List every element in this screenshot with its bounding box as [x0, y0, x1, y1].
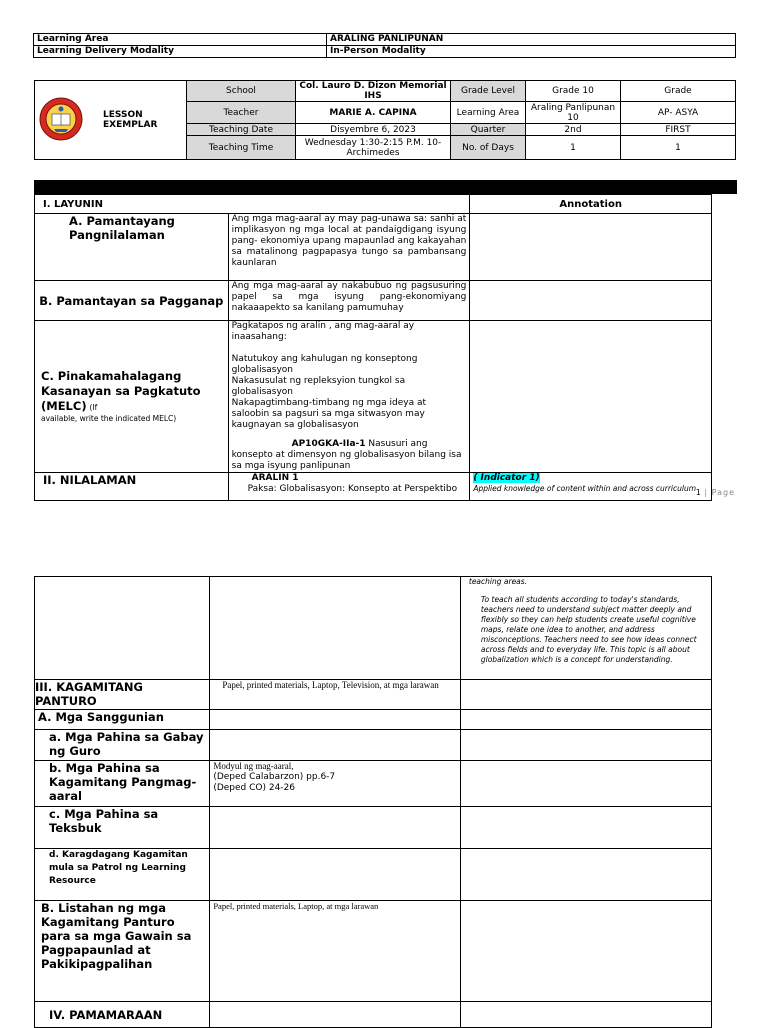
- melc-label: C. Pinakamahalagang Kasanayan sa Pagkatuto (MELC): [41, 368, 201, 413]
- melc-label-cell: [35, 321, 229, 473]
- school-label: School: [187, 81, 296, 102]
- melc-code-text: Nasusuri ang konsepto at dimensyon ng globalisasyon bilang isa sa mga isyung panlipunan: [231, 439, 462, 471]
- learning-area-label-2: Learning Area: [451, 102, 526, 124]
- time-value: Wednesday 1:30-2:15 P.M. 10-Archimedes: [296, 136, 451, 160]
- materials-table: [34, 576, 712, 1028]
- modality-label: Learning Delivery Modality: [34, 46, 327, 58]
- quarter-label: Quarter: [451, 124, 526, 136]
- annotation-cell-c: [470, 321, 712, 473]
- annotation-continuation: [460, 577, 711, 680]
- annotation-cell-b: [470, 281, 712, 321]
- school-logo-cell: [35, 81, 102, 160]
- annotation-cell-iii: [460, 680, 711, 710]
- section-value: AP- ASYA: [621, 102, 736, 124]
- indicator-text: Applied knowledge of content within and across curriculum: [473, 484, 697, 493]
- date-value: Disyembre 6, 2023: [296, 124, 451, 136]
- teacher-label: Teacher: [187, 102, 296, 124]
- melc-note-inline: (If: [89, 402, 98, 412]
- pamantayang-pangnilalaman-label: A. Pamantayang Pangnilalaman: [35, 214, 229, 281]
- modality-value: In-Person Modality: [327, 46, 736, 58]
- paksa-text: Paksa: Globalisasyon: Konsepto at Perspektibo: [247, 484, 458, 494]
- page-number: 1 | Page: [695, 488, 735, 497]
- teksbuk-label: c. Mga Pahina sa Teksbuk: [35, 807, 210, 849]
- kagamitang-panturo-text: Papel, printed materials, Laptop, Television, at mga larawan: [210, 680, 461, 710]
- annotation-cell-teksbuk: [460, 807, 711, 849]
- teksbuk-cell: [210, 807, 461, 849]
- gabay-ng-guro-cell: [210, 730, 461, 761]
- pamantayan-sa-pagganap-text: Ang mga mag-aaral ay nakabubuo ng pagsusuring papel sa mga isyung pang-ekonomiyang nakaaapekto sa kanilang pamumuhay: [228, 281, 470, 321]
- annotation-heading: Annotation: [470, 195, 712, 214]
- school-value: Col. Lauro D. Dizon Memorial IHS: [296, 81, 451, 102]
- nilalaman-content: [228, 473, 470, 501]
- continuation-cell-1: [35, 577, 210, 680]
- days-value-2: 1: [621, 136, 736, 160]
- layunin-heading: I. LAYUNIN: [35, 195, 470, 214]
- learning-resource-cell: [210, 849, 461, 901]
- learning-area-label: Learning Area: [34, 34, 327, 46]
- sanggunian-cell: [210, 710, 461, 730]
- kagamitang-pangmag-aaral-label: b. Mga Pahina sa Kagamitang Pangmag-aaral: [35, 761, 210, 807]
- days-label: No. of Days: [451, 136, 526, 160]
- annotation-cont-1: teaching areas.: [468, 577, 528, 586]
- quarter-value-2: FIRST: [621, 124, 736, 136]
- modyul-line: Modyul ng mag-aaral,: [213, 761, 294, 771]
- annotation-cell-gabay: [460, 730, 711, 761]
- melc-intro: Pagkatapos ng aralin , ang mag-aaral ay inaasahang:: [231, 321, 415, 342]
- grade-label: Grade: [621, 81, 736, 102]
- melc-objective-3: Nakapagtimbang-timbang ng mga ideya at saloobin sa pagsuri sa mga sitwasyon may kaugnayan sa globalisasyon: [231, 398, 427, 430]
- deped-co-pages: (Deped CO) 24-26: [213, 783, 296, 793]
- mga-sanggunian-label: A. Mga Sanggunian: [35, 710, 210, 730]
- continuation-cell-2: [210, 577, 461, 680]
- school-seal-icon: [38, 96, 84, 142]
- nilalaman-label: II. NILALAMAN: [35, 473, 229, 501]
- pamantayang-pangnilalaman-text: Ang mga mag-aaral ay may pag-unawa sa: sanhi at implikasyon ng mga local at pandaigdigang isyung pang- ekonomiya upang mapaunlad ang kakayahan sa matalinong pagpapasya tungo sa pambansang kaunlaran: [228, 214, 470, 281]
- gabay-ng-guro-label: a. Mga Pahina sa Gabay ng Guro: [35, 730, 210, 761]
- melc-note: available, write the indicated MELC): [41, 413, 177, 423]
- title-line-2: EXEMPLAR: [103, 120, 158, 130]
- grade-level-label: Grade Level: [451, 81, 526, 102]
- melc-objective-1: Natutukoy ang kahulugan ng konseptong globalisasyon: [231, 354, 418, 375]
- listahan-kagamitang-text: Papel, printed materials, Laptop, at mga larawan: [210, 901, 461, 1002]
- learning-area-value: ARALING PANLIPUNAN: [327, 34, 736, 46]
- grade-level-value: Grade 10: [526, 81, 621, 102]
- info-table: [33, 33, 736, 58]
- melc-code-line: [232, 439, 467, 472]
- section-divider-bar: [34, 180, 737, 194]
- calabarzon-pages: (Deped Calabarzon) pp.6-7: [213, 772, 336, 782]
- aralin-label: ARALIN 1: [251, 473, 299, 483]
- learning-resource-label: d. Karagdagang Kagamitan mula sa Patrol ng Learning Resource: [35, 849, 210, 901]
- kagamitang-pangmag-aaral-text: [210, 761, 461, 807]
- time-label: Teaching Time: [187, 136, 296, 160]
- melc-objective-2: Nakasusulat ng repleksyion tungkol sa globalisasyon: [231, 376, 406, 397]
- pamantayan-sa-pagganap-label: B. Pamantayan sa Pagganap: [35, 281, 229, 321]
- days-value: 1: [526, 136, 621, 160]
- indicator-label: ( Indicator 1): [473, 473, 540, 483]
- annotation-cell-listahan: [460, 901, 711, 1002]
- melc-code: AP10GKA-IIa-1: [291, 439, 366, 449]
- learning-area-value-2: Araling Panlipunan 10: [526, 102, 621, 124]
- annotation-cell-pangmag-aaral: [460, 761, 711, 807]
- annotation-cell-sanggunian: [460, 710, 711, 730]
- date-label: Teaching Date: [187, 124, 296, 136]
- lesson-header-table: [34, 80, 736, 160]
- annotation-cell-lr: [460, 849, 711, 901]
- melc-content: [228, 321, 470, 473]
- indicator-cell: [470, 473, 712, 501]
- pamamaraan-label: IV. PAMAMARAAN: [35, 1002, 210, 1028]
- annotation-cont-2: To teach all students according to today's standards, teachers need to understand subject matter deeply and flexibly so they can help students create useful cognitive maps, relate one idea to another, and address misconceptions. Teachers need to see how ideas connect across fields and to everyday life. This topic is all about globalization which is a concept for understanding.: [480, 595, 697, 664]
- teacher-value: MARIE A. CAPINA: [296, 102, 451, 124]
- lesson-exemplar-title: [101, 81, 187, 160]
- annotation-cell-a: [470, 214, 712, 281]
- listahan-kagamitang-label: B. Listahan ng mga Kagamitang Panturo para sa mga Gawain sa Pagpapaunlad at Pakikipagpalihan: [35, 901, 210, 1002]
- kagamitang-panturo-label: III. KAGAMITANG PANTURO: [35, 680, 210, 710]
- quarter-value: 2nd: [526, 124, 621, 136]
- title-line-1: LESSON: [103, 110, 143, 120]
- objectives-table: [34, 194, 712, 501]
